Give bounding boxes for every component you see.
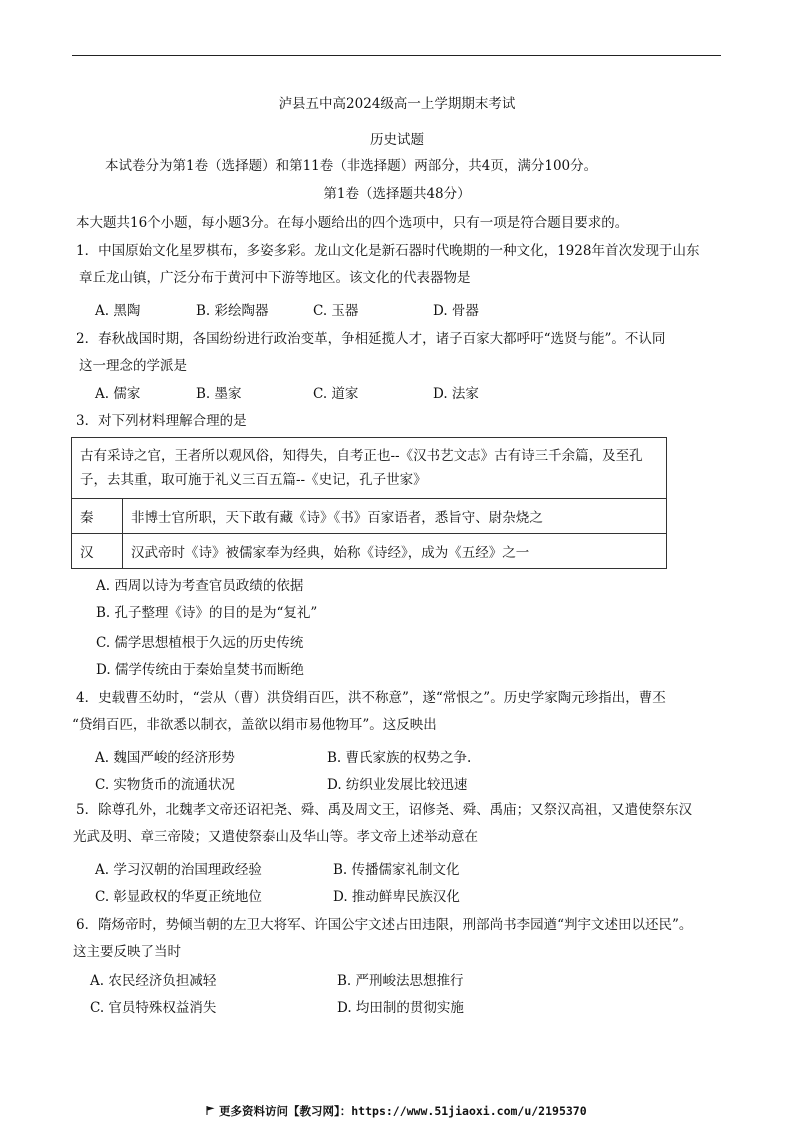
q2-option-a: A. 儒家	[95, 386, 141, 402]
q5-stem-line1: 5．除尊孔外，北魏孝文帝还诏祀尧、舜、禹及周文王，诏修尧、舜、禹庙；又祭汉高祖，又遣使祭东汉	[76, 802, 693, 818]
q3-material-intro	[72, 438, 667, 499]
footer-link-line[interactable]	[206, 1103, 587, 1119]
flag-icon	[206, 1106, 215, 1115]
q5-option-d: D. 推动鲜卑民族汉化	[333, 889, 460, 905]
q3-row-han-key: 汉	[72, 534, 123, 569]
q1-stem-line2: 章丘龙山镇，广泛分布于黄河中下游等地区。该文化的代表器物是	[79, 270, 471, 286]
q6-stem-line2: 这主要反映了当时	[73, 944, 181, 960]
q3-row-qin-text: 非博士官所职，天下敢有藏《诗》《书》百家语者，悉旨守、尉杂烧之	[123, 499, 667, 534]
section-instruction: 本大题共16个小题，每小题3分。在每小题给出的四个选项中，只有一项是符合题目要求的。	[76, 215, 629, 231]
q2-stem-line2: 这一理念的学派是	[79, 358, 187, 374]
q4-option-d: D. 纺织业发展比较迅速	[327, 777, 468, 793]
header-rule	[72, 55, 721, 56]
q3-option-b: B. 孔子整理《诗》的目的是为“复礼”	[96, 605, 318, 621]
q4-option-a: A. 魏国严峻的经济形势	[95, 750, 235, 766]
q1-option-b: B. 彩绘陶器	[196, 303, 269, 319]
q1-option-a: A. 黑陶	[95, 303, 141, 319]
q1-option-d: D. 骨器	[433, 303, 479, 319]
q3-option-d: D. 儒学传统由于秦始皇焚书而断绝	[96, 662, 304, 678]
q6-option-a: A. 农民经济负担减轻	[90, 973, 217, 989]
q4-stem-line2: “贷绢百匹，非欲悉以制衣，盖欲以绢市易他物耳”。这反映出	[72, 717, 437, 733]
section-title: 第1卷（选择题共48分）	[323, 186, 471, 202]
q2-option-d: D. 法家	[433, 386, 479, 402]
q3-material-table	[71, 437, 667, 569]
q6-option-b: B. 严刑峻法思想推行	[337, 973, 464, 989]
q3-row-han-text: 汉武帝时《诗》被儒家奉为经典，始称《诗经》，成为《五经》之一	[123, 534, 667, 569]
q5-stem-line2: 光武及明、章三帝陵；又遣使祭泰山及华山等。孝文帝上述举动意在	[73, 829, 478, 845]
q2-option-b: B. 墨家	[196, 386, 242, 402]
footer-text[interactable]: 更多资料访问【教习网】：https://www.51jiaoxi.com/u/2195370	[219, 1104, 587, 1118]
q3-option-c: C. 儒学思想植根于久远的历史传统	[96, 635, 304, 651]
exam-title: 泸县五中高2024级高一上学期期末考试	[278, 96, 516, 112]
q5-option-c: C. 彰显政权的华夏正统地位	[95, 889, 262, 905]
q6-option-d: D. 均田制的贯彻实施	[337, 1000, 464, 1016]
q1-option-c: C. 玉器	[313, 303, 359, 319]
q3-material-intro-line2: 子，去其重，取可施于礼义三百五篇--《史记，孔子世家》	[80, 472, 427, 488]
exam-intro: 本试卷分为第1卷（选择题）和第11卷（非选择题）两部分，共4页，满分100分。	[105, 158, 598, 174]
q2-stem-line1: 2．春秋战国时期，各国纷纷进行政治变革，争相延揽人才，诸子百家大都呼吁“选贤与能”。不认同	[76, 331, 666, 347]
subject-title: 历史试题	[370, 132, 424, 148]
q3-material-intro-line1: 古有采诗之官，王者所以观风俗，知得失，自考正也--《汉书艺文志》古有诗三千余篇，及至孔	[80, 448, 643, 464]
q4-option-b: B. 曹氏家族的权势之争.	[327, 750, 472, 766]
q3-stem: 3．对下列材料理解合理的是	[76, 413, 247, 429]
q4-option-c: C. 实物货币的流通状况	[95, 777, 235, 793]
q5-option-b: B. 传播儒家礼制文化	[333, 862, 460, 878]
q6-stem-line1: 6．隋炀帝时，势倾当朝的左卫大将军、许国公宇文述占田违限，刑部尚书李园遒“判宇文述田以还民”。	[76, 917, 693, 933]
q1-stem-line1: 1．中国原始文化星罗棋布，多姿多彩。龙山文化是新石器时代晚期的一种文化，1928年首次发现于山东	[76, 243, 700, 259]
q4-stem-line1: 4．史载曹丕幼时，“尝从（曹）洪贷绢百匹，洪不称意”，遂“常恨之”。历史学家陶元珍指出，曹丕	[76, 690, 666, 706]
q3-option-a: A. 西周以诗为考查官员政绩的依据	[96, 578, 304, 594]
q6-option-c: C. 官员特殊权益消失	[90, 1000, 217, 1016]
q2-option-c: C. 道家	[313, 386, 359, 402]
q5-option-a: A. 学习汉朝的治国理政经验	[95, 862, 262, 878]
q3-row-qin-key: 秦	[72, 499, 123, 534]
